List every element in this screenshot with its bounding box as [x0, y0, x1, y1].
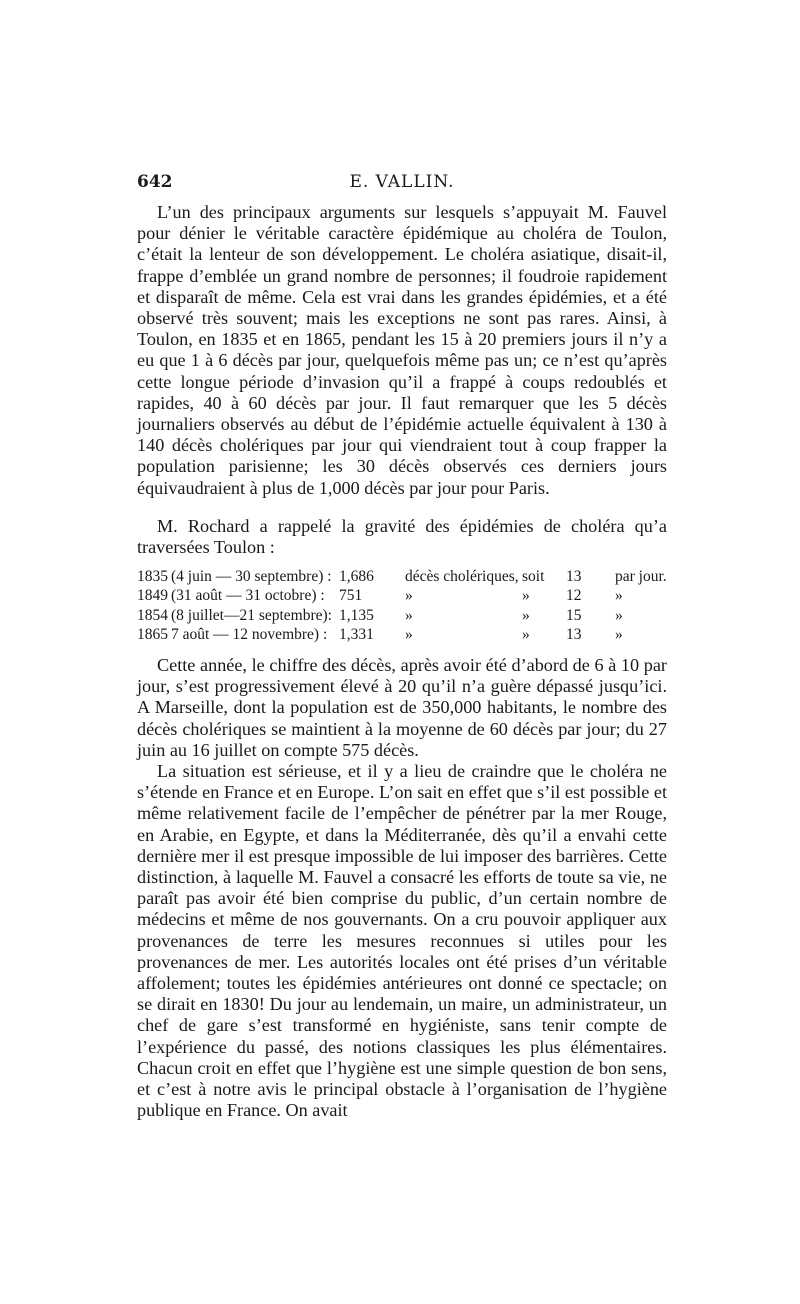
deaths-cell: 751 [339, 587, 363, 605]
deaths-cell: 1,135 [339, 606, 374, 624]
unit-cell: » [615, 606, 623, 624]
rate-cell: 15 [566, 606, 582, 624]
period-cell: 7 août — 12 novembre) : [171, 626, 328, 644]
year-cell: 1865 [137, 626, 168, 644]
label-cell: » [405, 587, 413, 605]
year-cell: 1835 [137, 568, 168, 585]
period-cell: (8 juillet—21 septembre): [171, 606, 332, 624]
table-row [137, 586, 669, 605]
unit-cell: » [615, 587, 623, 605]
soit-cell: » [522, 606, 530, 624]
paragraph-situation: La situation est sérieuse, et il y a lieu de craindre que le choléra ne s’étende en France et en Europe. L’on sait en effet que s’il est possible et même relativement facile de l’empêcher de pénétrer par la mer Rouge, en Arabie, en Egypte, et dans la Méditerranée, dès qu’il a envahi cette dernière mer il est presque impossible de lui imposer des barrières. Cette distinction, à laquelle M. Fauvel a consacré les efforts de toute sa vie, ne paraît pas avoir été bien comprise du public, d’un certain nombre de médecins et même de nos gouvernants. On a cru pouvoir appliquer aux provenances de terre les mesures reconnues si utiles pour les provenances de mer. Les autorités locales ont été prises d’un véritable affolement; toutes les épidémies antérieures ont donné ce spectacle; on se dirait en 1830! Du jour au lendemain, un maire, un administrateur, un chef de gare s’est transformé en hygiéniste, sans tenir compte de l’expérience du passé, des notions classiques les plus élémentaires. Chacun croit en effet que l’hygiène est une simple question de bon sens, et c’est à notre avis le principal obstacle à l’organisation de l’hygiène publique en France. On avait [137, 761, 667, 1121]
deaths-cell: 1,331 [339, 626, 374, 644]
unit-cell: » [615, 626, 623, 644]
page-header [137, 172, 667, 196]
soit-cell: » [522, 587, 530, 605]
rate-cell: 13 [566, 568, 582, 585]
paragraph-rochard-intro: M. Rochard a rappelé la gravité des épidémies de choléra qu’a traversées Toulon : [137, 516, 667, 558]
body-text-bottom [137, 655, 667, 1121]
label-cell: » [405, 626, 413, 644]
rate-cell: 13 [566, 626, 582, 644]
soit-cell: » [522, 626, 530, 644]
period-cell: (31 août — 31 octobre) : [171, 587, 325, 605]
soit-cell: soit [522, 568, 545, 585]
year-cell: 1854 [137, 606, 168, 624]
page-number: 642 [137, 172, 173, 192]
unit-cell: par jour. [615, 568, 667, 585]
deaths-cell: 1,686 [339, 568, 374, 585]
table-row [137, 567, 669, 586]
running-head: E. VALLIN. [349, 172, 455, 192]
label-cell: décès cholériques, [405, 568, 519, 585]
table-row [137, 606, 669, 625]
epidemic-statistics-table [137, 567, 669, 645]
body-text-top [137, 202, 667, 499]
table-row [137, 625, 669, 644]
body-text-rochard [137, 516, 667, 558]
paragraph-this-year: Cette année, le chiffre des décès, après avoir été d’abord de 6 à 10 par jour, s’est progressivement élevé à 20 qu’il n’a guère dépassé jusqu’ici. A Marseille, dont la population est de 350,000 habitants, le nombre des décès cholériques se maintient à la moyenne de 60 décès par jour; du 27 juin au 16 juillet on compte 575 décès. [137, 655, 667, 760]
rate-cell: 12 [566, 587, 582, 605]
period-cell: (4 juin — 30 septembre) : [171, 568, 332, 585]
label-cell: » [405, 606, 413, 624]
year-cell: 1849 [137, 587, 168, 605]
paragraph-fauvel-argument: L’un des principaux arguments sur lesquels s’appuyait M. Fauvel pour dénier le véritable caractère épidémique au choléra de Toulon, c’était la lenteur de son développement. Le choléra asiatique, disait-il, frappe d’emblée un grand nombre de personnes; il foudroie rapidement et disparaît de même. Cela est vrai dans les grandes épidémies, et a été observé très souvent; mais les exceptions ne sont pas rares. Ainsi, à Toulon, en 1835 et en 1865, pendant les 15 à 20 premiers jours il n’y a eu que 1 à 6 décès par jour, quelquefois même pas un; ce n’est qu’après cette longue période d’invasion qu’il a frappé à coups redoublés et rapides, 40 à 60 décès par jour. Il faut remarquer que les 5 décès journaliers observés au début de l’épidémie actuelle équivalent à 130 à 140 décès cholériques par jour qui viendraient tout à coup frapper la population parisienne; les 30 décès observés ces derniers jours équivaudraient à plus de 1,000 décès par jour pour Paris. [137, 202, 667, 498]
